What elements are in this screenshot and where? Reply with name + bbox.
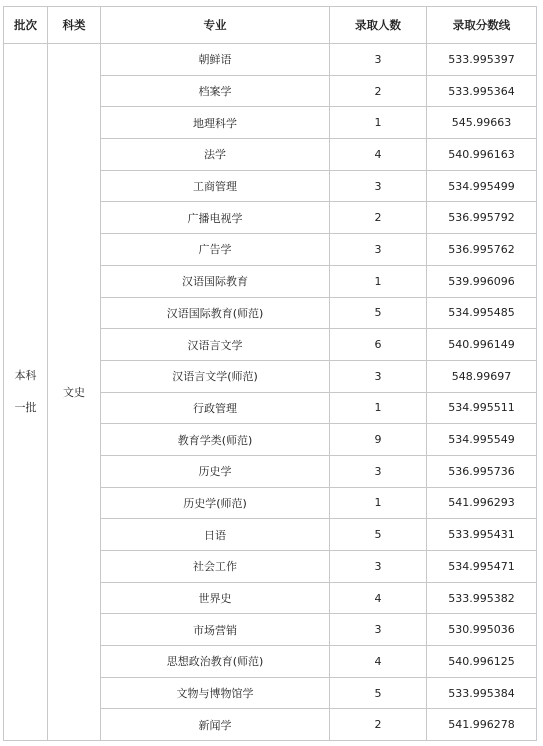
- score-cell: 548.99697: [427, 360, 537, 392]
- count-cell: 1: [330, 487, 427, 519]
- count-cell: 1: [330, 107, 427, 139]
- major-cell: 朝鲜语: [101, 44, 330, 76]
- score-cell: 536.995736: [427, 455, 537, 487]
- major-cell: 历史学(师范): [101, 487, 330, 519]
- score-cell: 541.996278: [427, 709, 537, 741]
- count-cell: 5: [330, 297, 427, 329]
- count-cell: 3: [330, 360, 427, 392]
- major-cell: 日语: [101, 519, 330, 551]
- count-cell: 4: [330, 646, 427, 678]
- count-cell: 6: [330, 329, 427, 361]
- count-cell: 3: [330, 234, 427, 266]
- score-cell: 539.996096: [427, 265, 537, 297]
- score-cell: 545.99663: [427, 107, 537, 139]
- admission-score-table: [3, 6, 537, 741]
- major-cell: 汉语国际教育(师范): [101, 297, 330, 329]
- count-cell: 3: [330, 170, 427, 202]
- major-cell: 档案学: [101, 75, 330, 107]
- major-cell: 广告学: [101, 234, 330, 266]
- admission-table-container: [3, 6, 537, 741]
- header-batch: 批次: [4, 7, 48, 44]
- count-cell: 3: [330, 455, 427, 487]
- table-body: [4, 44, 537, 741]
- count-cell: 4: [330, 582, 427, 614]
- count-cell: 9: [330, 424, 427, 456]
- major-cell: 汉语言文学(师范): [101, 360, 330, 392]
- score-cell: 533.995397: [427, 44, 537, 76]
- major-cell: 汉语国际教育: [101, 265, 330, 297]
- score-cell: 533.995382: [427, 582, 537, 614]
- score-cell: 540.996163: [427, 139, 537, 171]
- header-score: 录取分数线: [427, 7, 537, 44]
- score-cell: 534.995511: [427, 392, 537, 424]
- count-cell: 3: [330, 551, 427, 583]
- header-category: 科类: [48, 7, 101, 44]
- header-count: 录取人数: [330, 7, 427, 44]
- header-major: 专业: [101, 7, 330, 44]
- score-cell: 536.995762: [427, 234, 537, 266]
- major-cell: 社会工作: [101, 551, 330, 583]
- count-cell: 2: [330, 202, 427, 234]
- count-cell: 5: [330, 519, 427, 551]
- count-cell: 1: [330, 392, 427, 424]
- score-cell: 530.995036: [427, 614, 537, 646]
- count-cell: 3: [330, 44, 427, 76]
- score-cell: 534.995471: [427, 551, 537, 583]
- table-header-row: [4, 7, 537, 44]
- score-cell: 533.995384: [427, 677, 537, 709]
- score-cell: 534.995549: [427, 424, 537, 456]
- major-cell: 广播电视学: [101, 202, 330, 234]
- batch-label-line2: 一批: [14, 401, 37, 415]
- major-cell: 历史学: [101, 455, 330, 487]
- major-cell: 新闻学: [101, 709, 330, 741]
- score-cell: 534.995499: [427, 170, 537, 202]
- major-cell: 法学: [101, 139, 330, 171]
- count-cell: 1: [330, 265, 427, 297]
- score-cell: 541.996293: [427, 487, 537, 519]
- count-cell: 2: [330, 75, 427, 107]
- score-cell: 533.995431: [427, 519, 537, 551]
- score-cell: 534.995485: [427, 297, 537, 329]
- major-cell: 汉语言文学: [101, 329, 330, 361]
- count-cell: 5: [330, 677, 427, 709]
- major-cell: 文物与博物馆学: [101, 677, 330, 709]
- major-cell: 思想政治教育(师范): [101, 646, 330, 678]
- major-cell: 工商管理: [101, 170, 330, 202]
- category-cell: 文史: [48, 44, 101, 741]
- major-cell: 教育学类(师范): [101, 424, 330, 456]
- batch-label-line1: 本科: [14, 369, 37, 383]
- count-cell: 3: [330, 614, 427, 646]
- major-cell: 行政管理: [101, 392, 330, 424]
- score-cell: 540.996125: [427, 646, 537, 678]
- score-cell: 540.996149: [427, 329, 537, 361]
- score-cell: 533.995364: [427, 75, 537, 107]
- count-cell: 2: [330, 709, 427, 741]
- major-cell: 世界史: [101, 582, 330, 614]
- major-cell: 市场营销: [101, 614, 330, 646]
- table-row: [4, 44, 537, 76]
- score-cell: 536.995792: [427, 202, 537, 234]
- major-cell: 地理科学: [101, 107, 330, 139]
- batch-cell: [4, 44, 48, 741]
- count-cell: 4: [330, 139, 427, 171]
